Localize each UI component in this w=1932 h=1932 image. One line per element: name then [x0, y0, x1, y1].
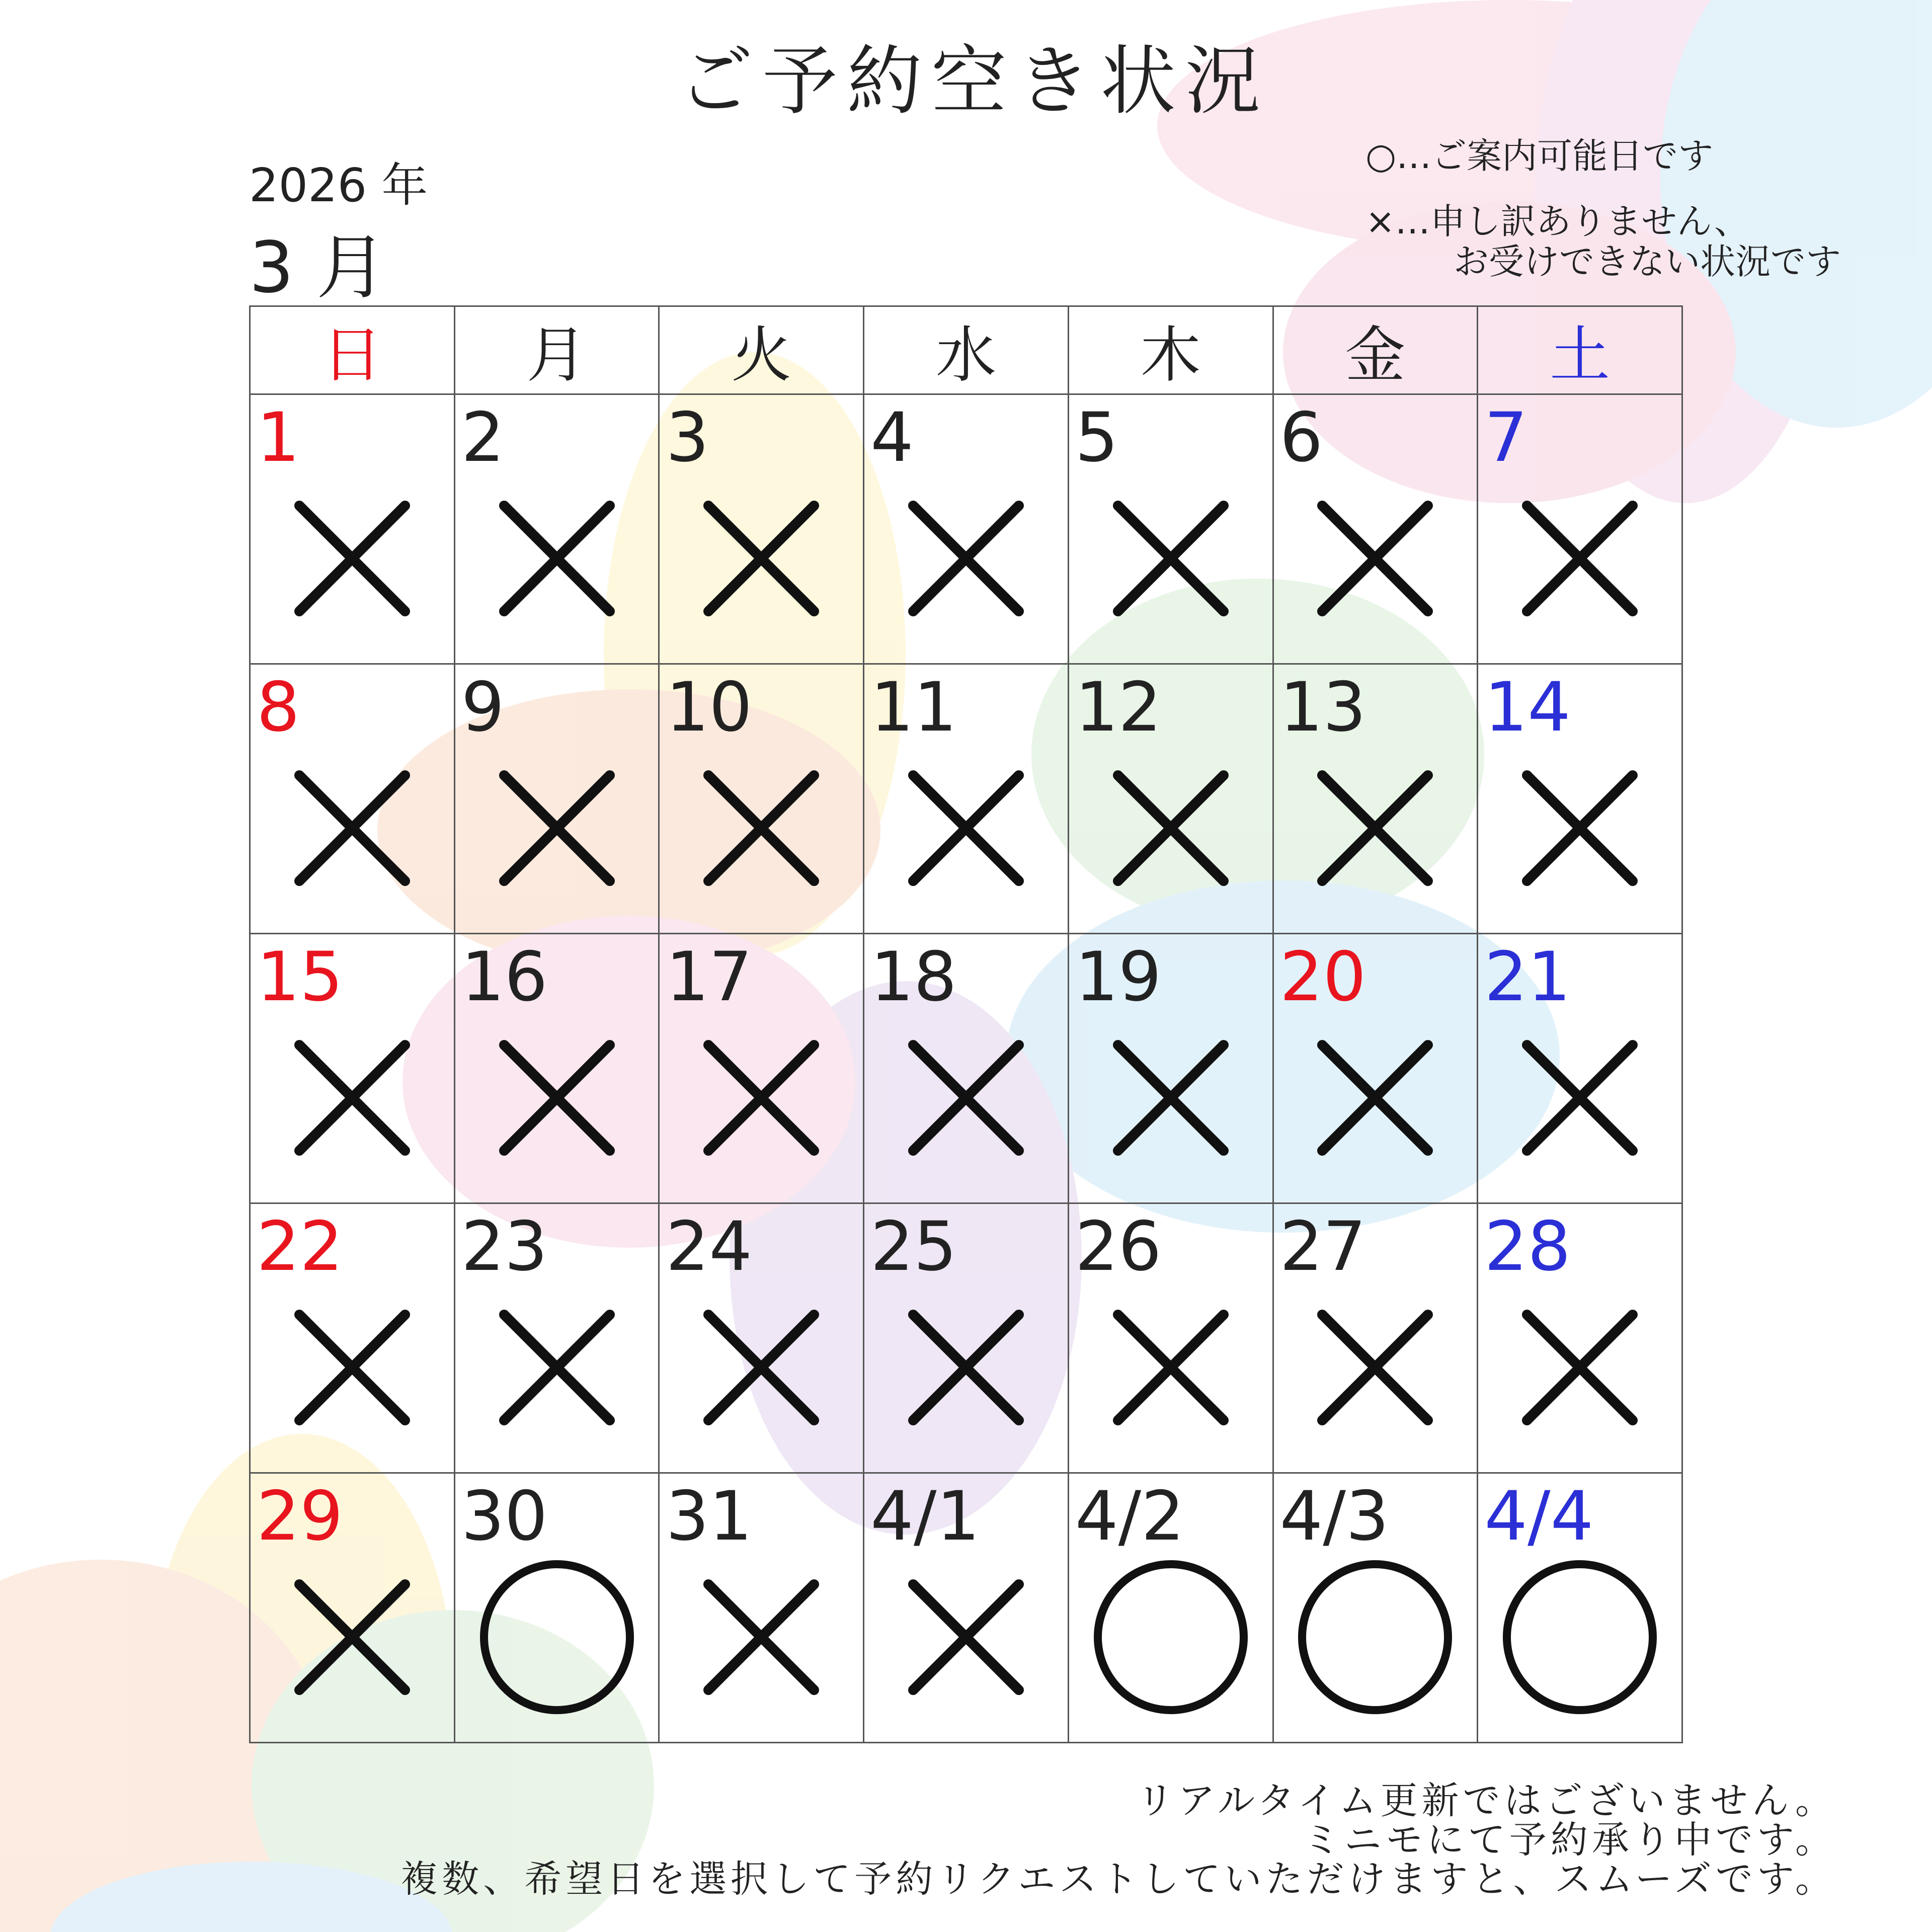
legend-unavailable: ×…申し訳ありません、	[1365, 201, 1749, 242]
calendar-day-cell	[659, 1203, 864, 1473]
calendar-week-row	[250, 664, 1682, 934]
calendar-day-cell	[659, 1473, 864, 1743]
day-number: 31	[666, 1477, 753, 1556]
weekday-monday: 月	[454, 306, 659, 394]
day-number: 13	[1279, 668, 1366, 747]
unavailable-cross-icon	[886, 1017, 1046, 1178]
calendar-day-cell	[864, 1203, 1069, 1473]
unavailable-cross-icon	[1499, 1287, 1660, 1448]
day-number: 27	[1279, 1207, 1366, 1286]
calendar-day-cell	[1478, 1473, 1682, 1743]
calendar-day-cell	[454, 394, 659, 664]
available-circle-icon	[1295, 1557, 1456, 1718]
day-number: 26	[1075, 1207, 1162, 1286]
year-label: 2026 年	[249, 158, 428, 212]
day-number: 1	[257, 398, 300, 477]
day-number: 22	[257, 1207, 343, 1286]
unavailable-cross-icon	[476, 1017, 637, 1178]
unavailable-cross-icon	[681, 1557, 842, 1718]
legend	[1365, 136, 1841, 282]
unavailable-cross-icon	[272, 1017, 433, 1178]
unavailable-cross-icon	[886, 1287, 1046, 1448]
unavailable-cross-icon	[1499, 478, 1660, 639]
day-number: 21	[1484, 937, 1571, 1016]
calendar-day-cell	[659, 664, 864, 934]
weekday-wednesday: 水	[864, 306, 1069, 394]
day-number: 19	[1075, 937, 1162, 1016]
calendar-day-cell	[1068, 1203, 1273, 1473]
calendar-day-cell	[864, 1473, 1069, 1743]
calendar-day-cell	[1068, 664, 1273, 934]
calendar-day-cell	[864, 664, 1069, 934]
unavailable-cross-icon	[272, 478, 433, 639]
day-number: 10	[666, 668, 753, 747]
unavailable-cross-icon	[476, 1287, 637, 1448]
day-number: 9	[461, 668, 505, 747]
day-number: 15	[257, 937, 343, 1016]
calendar-day-cell	[1273, 1473, 1478, 1743]
calendar-day-cell	[1478, 1203, 1682, 1473]
day-number: 3	[666, 398, 709, 477]
month-label: 3 月	[249, 227, 387, 309]
day-number: 4	[870, 398, 914, 477]
calendar-day-cell	[864, 934, 1069, 1203]
legend-available: ○…ご案内可能日です	[1365, 135, 1714, 177]
calendar-day-cell	[454, 664, 659, 934]
calendar-day-cell	[864, 394, 1069, 664]
unavailable-cross-icon	[1295, 1017, 1456, 1178]
unavailable-cross-icon	[1090, 1017, 1251, 1178]
unavailable-cross-icon	[1295, 478, 1456, 639]
day-number: 16	[461, 937, 548, 1016]
calendar-day-cell	[454, 934, 659, 1203]
calendar-day-cell	[1068, 394, 1273, 664]
calendar-day-cell	[659, 394, 864, 664]
page-title: ご予約空き状況	[677, 38, 1269, 125]
weekday-tuesday: 火	[659, 306, 864, 394]
day-number: 17	[666, 937, 753, 1016]
calendar-day-cell	[454, 1473, 659, 1743]
day-number: 4/3	[1279, 1477, 1389, 1556]
day-number: 7	[1484, 398, 1528, 477]
weekday-thursday: 木	[1068, 306, 1273, 394]
unavailable-cross-icon	[272, 1557, 433, 1718]
calendar-week-row	[250, 1203, 1682, 1473]
day-number: 5	[1075, 398, 1118, 477]
day-number: 11	[870, 668, 957, 747]
day-number: 4/4	[1484, 1477, 1594, 1556]
day-number: 4/1	[870, 1477, 980, 1556]
unavailable-cross-icon	[1499, 748, 1660, 909]
calendar-day-cell	[1273, 1203, 1478, 1473]
unavailable-cross-icon	[272, 1287, 433, 1448]
calendar-day-cell	[1478, 934, 1682, 1203]
weekday-header-row	[250, 306, 1682, 394]
day-number: 2	[461, 398, 505, 477]
footer-line: リアルタイム更新ではございません。	[1136, 1779, 1836, 1822]
unavailable-cross-icon	[272, 748, 433, 909]
day-number: 8	[257, 668, 300, 747]
day-number: 25	[870, 1207, 957, 1286]
day-number: 20	[1279, 937, 1366, 1016]
footer-line: ミニモにて予約承り中です。	[1303, 1818, 1836, 1862]
calendar-day-cell	[1273, 934, 1478, 1203]
weekday-friday: 金	[1273, 306, 1478, 394]
calendar-day-cell	[659, 934, 864, 1203]
unavailable-cross-icon	[476, 478, 637, 639]
unavailable-cross-icon	[681, 1017, 842, 1178]
calendar-day-cell	[250, 1473, 455, 1743]
calendar-day-cell	[1478, 394, 1682, 664]
unavailable-cross-icon	[1090, 1287, 1251, 1448]
unavailable-cross-icon	[886, 478, 1046, 639]
legend-unavailable-cont: お受けできない状況です	[1454, 241, 1841, 282]
day-number: 6	[1279, 398, 1323, 477]
unavailable-cross-icon	[1499, 1017, 1660, 1178]
footer-line: 複数、希望日を選択して予約リクエストしていただけますと、スムーズです。	[400, 1858, 1836, 1901]
available-circle-icon	[1499, 1557, 1660, 1718]
calendar-day-cell	[1273, 394, 1478, 664]
calendar-day-cell	[1068, 934, 1273, 1203]
unavailable-cross-icon	[476, 748, 637, 909]
day-number: 12	[1075, 668, 1162, 747]
day-number: 14	[1484, 668, 1571, 747]
day-number: 30	[461, 1477, 548, 1556]
unavailable-cross-icon	[886, 748, 1046, 909]
weekday-saturday: 土	[1478, 306, 1682, 394]
unavailable-cross-icon	[681, 1287, 842, 1448]
day-number: 28	[1484, 1207, 1571, 1286]
calendar-day-cell	[1478, 664, 1682, 934]
weekday-sunday: 日	[250, 306, 455, 394]
day-number: 4/2	[1075, 1477, 1185, 1556]
footer-notes	[400, 1781, 1836, 1899]
day-number: 23	[461, 1207, 548, 1286]
calendar-day-cell	[250, 934, 455, 1203]
calendar-day-cell	[1273, 664, 1478, 934]
unavailable-cross-icon	[886, 1557, 1046, 1718]
calendar-week-row	[250, 934, 1682, 1203]
calendar-day-cell	[454, 1203, 659, 1473]
calendar-day-cell	[1068, 1473, 1273, 1743]
calendar-grid	[249, 305, 1683, 1743]
day-number: 18	[870, 937, 957, 1016]
day-number: 29	[257, 1477, 343, 1556]
unavailable-cross-icon	[1090, 478, 1251, 639]
day-number: 24	[666, 1207, 753, 1286]
available-circle-icon	[1090, 1557, 1251, 1718]
available-circle-icon	[476, 1557, 637, 1718]
unavailable-cross-icon	[681, 748, 842, 909]
calendar-week-row	[250, 394, 1682, 664]
calendar-day-cell	[250, 394, 455, 664]
calendar-day-cell	[250, 1203, 455, 1473]
calendar-week-row	[250, 1473, 1682, 1743]
unavailable-cross-icon	[681, 478, 842, 639]
calendar-day-cell	[250, 664, 455, 934]
unavailable-cross-icon	[1295, 1287, 1456, 1448]
unavailable-cross-icon	[1090, 748, 1251, 909]
unavailable-cross-icon	[1295, 748, 1456, 909]
